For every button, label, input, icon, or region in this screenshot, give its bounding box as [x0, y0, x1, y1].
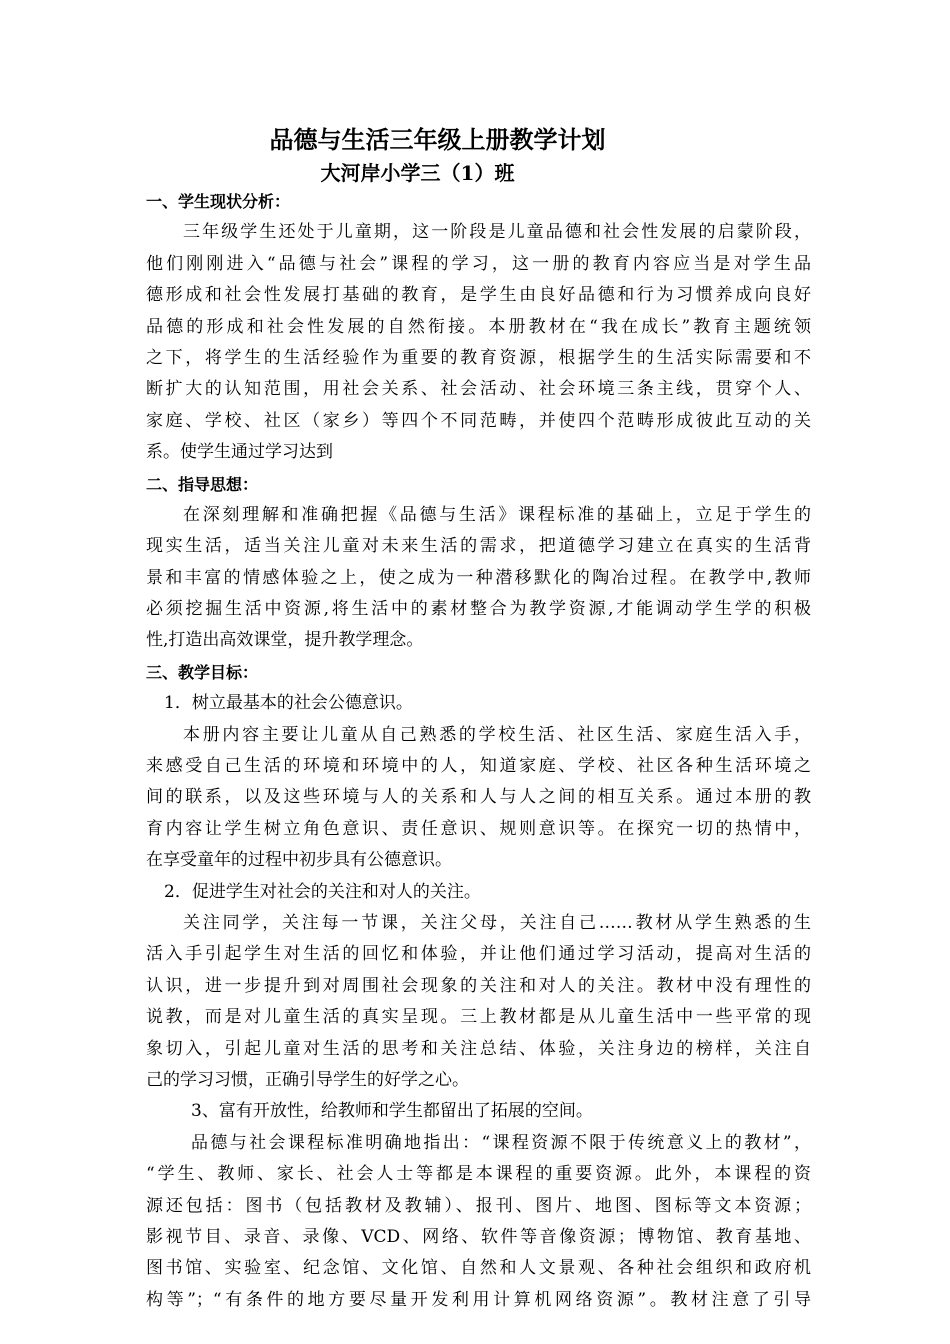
paragraph-line: 源还包括：图书（包括教材及教辅）、报刊、图片、地图、图标等文本资源； — [146, 1195, 811, 1216]
paragraph-line: 构等”；“有条件的地方要尽量开发利用计算机网络资源”。教材注意了引导 — [146, 1289, 811, 1310]
paragraph-line: 关注同学，关注每一节课，关注父母，关注自己……教材从学生熟悉的生 — [183, 912, 811, 933]
paragraph-line: 断扩大的认知范围，用社会关系、社会活动、社会环境三条主线，贯穿个人、 — [146, 379, 811, 400]
paragraph-line: 本册内容主要让儿童从自己熟悉的学校生活、社区生活、家庭生活入手， — [183, 724, 811, 745]
section-heading: 一、学生现状分析： — [146, 192, 291, 211]
paragraph-line: 品德与社会课程标准明确地指出：“课程资源不限于传统意义上的教材”， — [191, 1132, 811, 1153]
paragraph-line: 说教，而是对儿童生活的真实呈现。三上教材都是从儿童生活中一些平常的现 — [146, 1007, 811, 1028]
document-title: 品德与生活三年级上册教学计划 — [269, 125, 606, 154]
list-item-heading: 3、富有开放性，给教师和学生都留出了拓展的空间。 — [191, 1101, 593, 1122]
paragraph-line: 家庭、学校、社区（家乡）等四个不同范畴，并使四个范畴形成彼此互动的关 — [146, 410, 811, 431]
paragraph-line: 象切入，引起儿童对生活的思考和关注总结、体验，关注身边的榜样，关注自 — [146, 1038, 811, 1059]
paragraph-line: 性,打造出高效课堂，提升教学理念。 — [146, 630, 424, 651]
section-heading: 二、指导思想： — [146, 474, 259, 494]
paragraph-line: 德形成和社会性发展打基础的教育，是学生由良好品德和行为习惯养成向良好 — [146, 285, 811, 306]
paragraph-line: 品德的形成和社会性发展的自然衔接。本册教材在“我在成长”教育主题统领 — [146, 316, 811, 337]
paragraph-line: 之下，将学生的生活经验作为重要的教育资源，根据学生的生活实际需要和不 — [146, 347, 811, 368]
paragraph-line: 必须挖掘生活中资源,将生活中的素材整合为教学资源,才能调动学生学的积极 — [146, 599, 811, 620]
list-item-heading: 1．树立最基本的社会公德意识。 — [164, 693, 413, 714]
paragraph-line: “学生、教师、家长、社会人士等都是本课程的重要资源。此外，本课程的资 — [146, 1164, 811, 1185]
paragraph-line: 影视节目、录音、录像、VCD、网络、软件等音像资源；博物馆、教育基地、 — [146, 1226, 811, 1247]
section-heading: 三、教学目标： — [146, 662, 259, 682]
paragraph-line: 育内容让学生树立角色意识、责任意识、规则意识等。在探究一切的热情中， — [146, 818, 811, 839]
paragraph-line: 他们刚刚进入“品德与社会”课程的学习，这一册的教育内容应当是对学生品 — [146, 253, 811, 274]
paragraph-line: 活入手引起学生对生活的回忆和体验，并让他们通过学习活动，提高对生活的 — [146, 944, 811, 965]
paragraph-line: 来感受自己生活的环境和环境中的人，知道家庭、学校、社区各种生活环境之 — [146, 756, 811, 777]
document-body — [146, 186, 811, 1316]
paragraph-line: 在享受童年的过程中初步具有公德意识。 — [146, 850, 452, 871]
paragraph-line: 在深刻理解和准确把握《品德与生活》课程标准的基础上，立足于学生的 — [183, 504, 811, 525]
paragraph-line: 三年级学生还处于儿童期，这一阶段是儿童品德和社会性发展的启蒙阶段， — [183, 222, 811, 243]
list-item-heading: 2．促进学生对社会的关注和对人的关注。 — [164, 881, 481, 902]
paragraph-line: 系。使学生通过学习达到 — [146, 442, 333, 463]
paragraph-line: 己的学习习惯，正确引导学生的好学之心。 — [146, 1069, 469, 1090]
paragraph-line: 景和丰富的情感体验之上，使之成为一种潜移默化的陶冶过程。在教学中,教师 — [146, 567, 811, 588]
paragraph-line: 图书馆、实验室、纪念馆、文化馆、自然和人文景观、各种社会组织和政府机 — [146, 1258, 811, 1279]
paragraph-line: 现实生活，适当关注儿童对未来生活的需求，把道德学习建立在真实的生活背 — [146, 536, 811, 557]
paragraph-line: 认识，进一步提升到对周围社会现象的关注和对人的关注。教材中没有理性的 — [146, 975, 811, 996]
document-subtitle: 大河岸小学三（1）班 — [320, 161, 515, 185]
paragraph-line: 间的联系，以及这些环境与人的关系和人与人之间的相互关系。通过本册的教 — [146, 787, 811, 808]
